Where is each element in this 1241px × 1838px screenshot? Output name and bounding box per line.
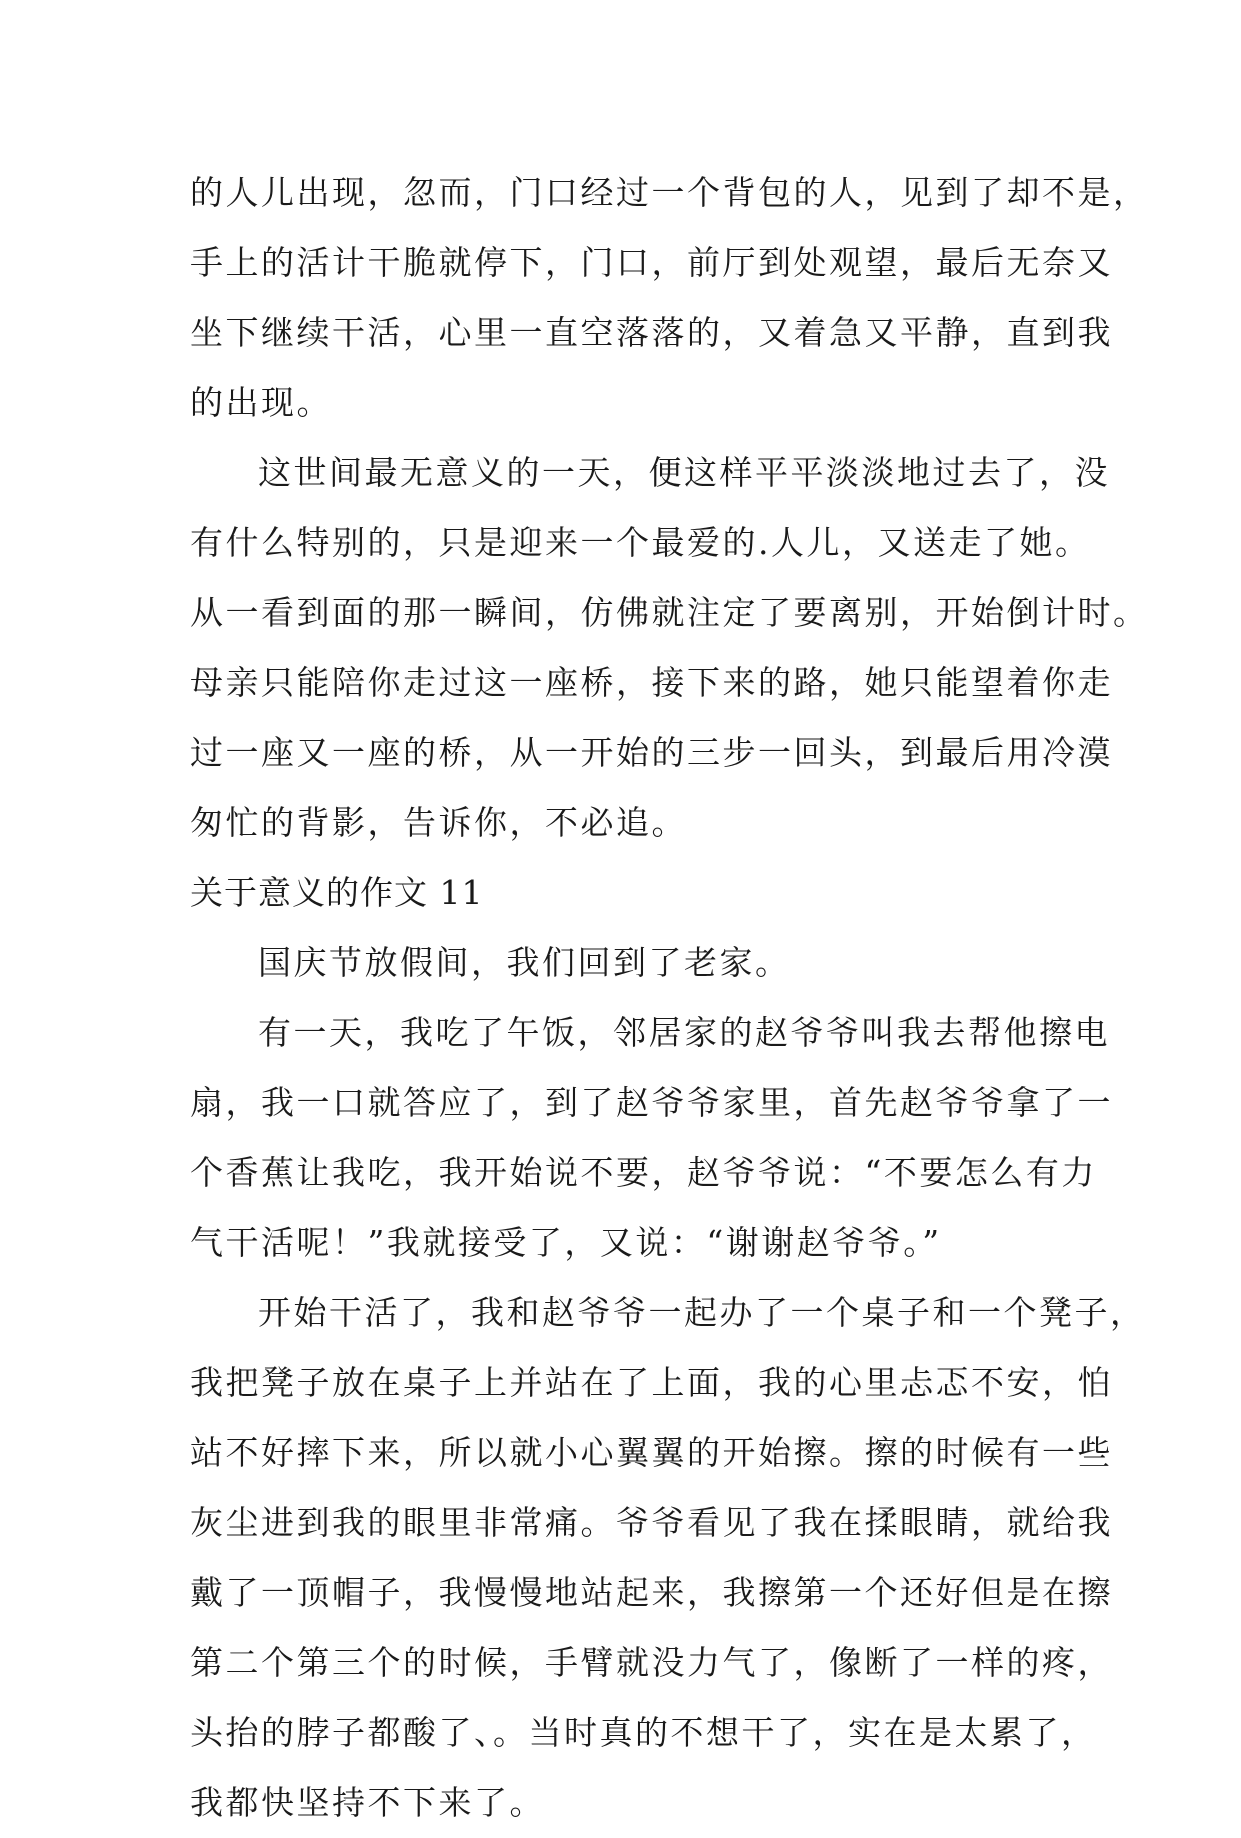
text-line: 从一看到面的那一瞬间，仿佛就注定了要离别，开始倒计时。 [190,593,1149,632]
text-line: 头抬的脖子都酸了、。当时真的不想干了，实在是太累了， [190,1713,1097,1752]
text-line: 手上的活计干脆就停下，门口，前厅到处观望，最后无奈又 [190,243,1113,282]
section-heading: 关于意义的作文 11 [190,873,484,912]
text-line: 灰尘进到我的眼里非常痛。爷爷看见了我在揉眼睛，就给我 [190,1503,1113,1542]
text-line: 的出现。 [190,383,332,422]
text-line: 有什么特别的，只是迎来一个最爱的.人儿，又送走了她。 [190,523,1091,562]
text-line: 站不好摔下来，所以就小心翼翼的开始擦。擦的时候有一些 [190,1433,1113,1472]
text-line: 匆忙的背影，告诉你，不必追。 [190,803,687,842]
text-line: 戴了一顶帽子，我慢慢地站起来，我擦第一个还好但是在擦 [190,1573,1113,1612]
body-text [190,158,1149,1838]
text-line: 个香蕉让我吃，我开始说不要，赵爷爷说：“不要怎么有力 [190,1153,1097,1192]
text-line: 坐下继续干活，心里一直空落落的，又着急又平静，直到我 [190,313,1113,352]
text-line: 过一座又一座的桥，从一开始的三步一回头，到最后用冷漠 [190,733,1113,772]
paragraph-first-line: 有一天，我吃了午饭，邻居家的赵爷爷叫我去帮他擦电 [258,1013,1110,1052]
paragraph-first-line: 国庆节放假间，我们回到了老家。 [258,943,791,982]
text-line: 的人儿出现，忽而，门口经过一个背包的人，见到了却不是， [190,173,1149,212]
text-line: 我都快坚持不下来了。 [190,1783,545,1822]
text-line: 母亲只能陪你走过这一座桥，接下来的路，她只能望着你走 [190,663,1113,702]
paragraph-first-line: 开始干活了，我和赵爷爷一起办了一个桌子和一个凳子， [258,1293,1146,1332]
text-line: 我把凳子放在桌子上并站在了上面，我的心里忐忑不安，怕 [190,1363,1113,1402]
text-line: 气干活呢！”我就接受了，又说：“谢谢赵爷爷。” [190,1223,942,1262]
paragraph-first-line: 这世间最无意义的一天，便这样平平淡淡地过去了，没 [258,453,1110,492]
text-line: 第二个第三个的时候，手臂就没力气了，像断了一样的疼， [190,1643,1113,1682]
text-line: 扇，我一口就答应了，到了赵爷爷家里，首先赵爷爷拿了一 [190,1083,1113,1122]
